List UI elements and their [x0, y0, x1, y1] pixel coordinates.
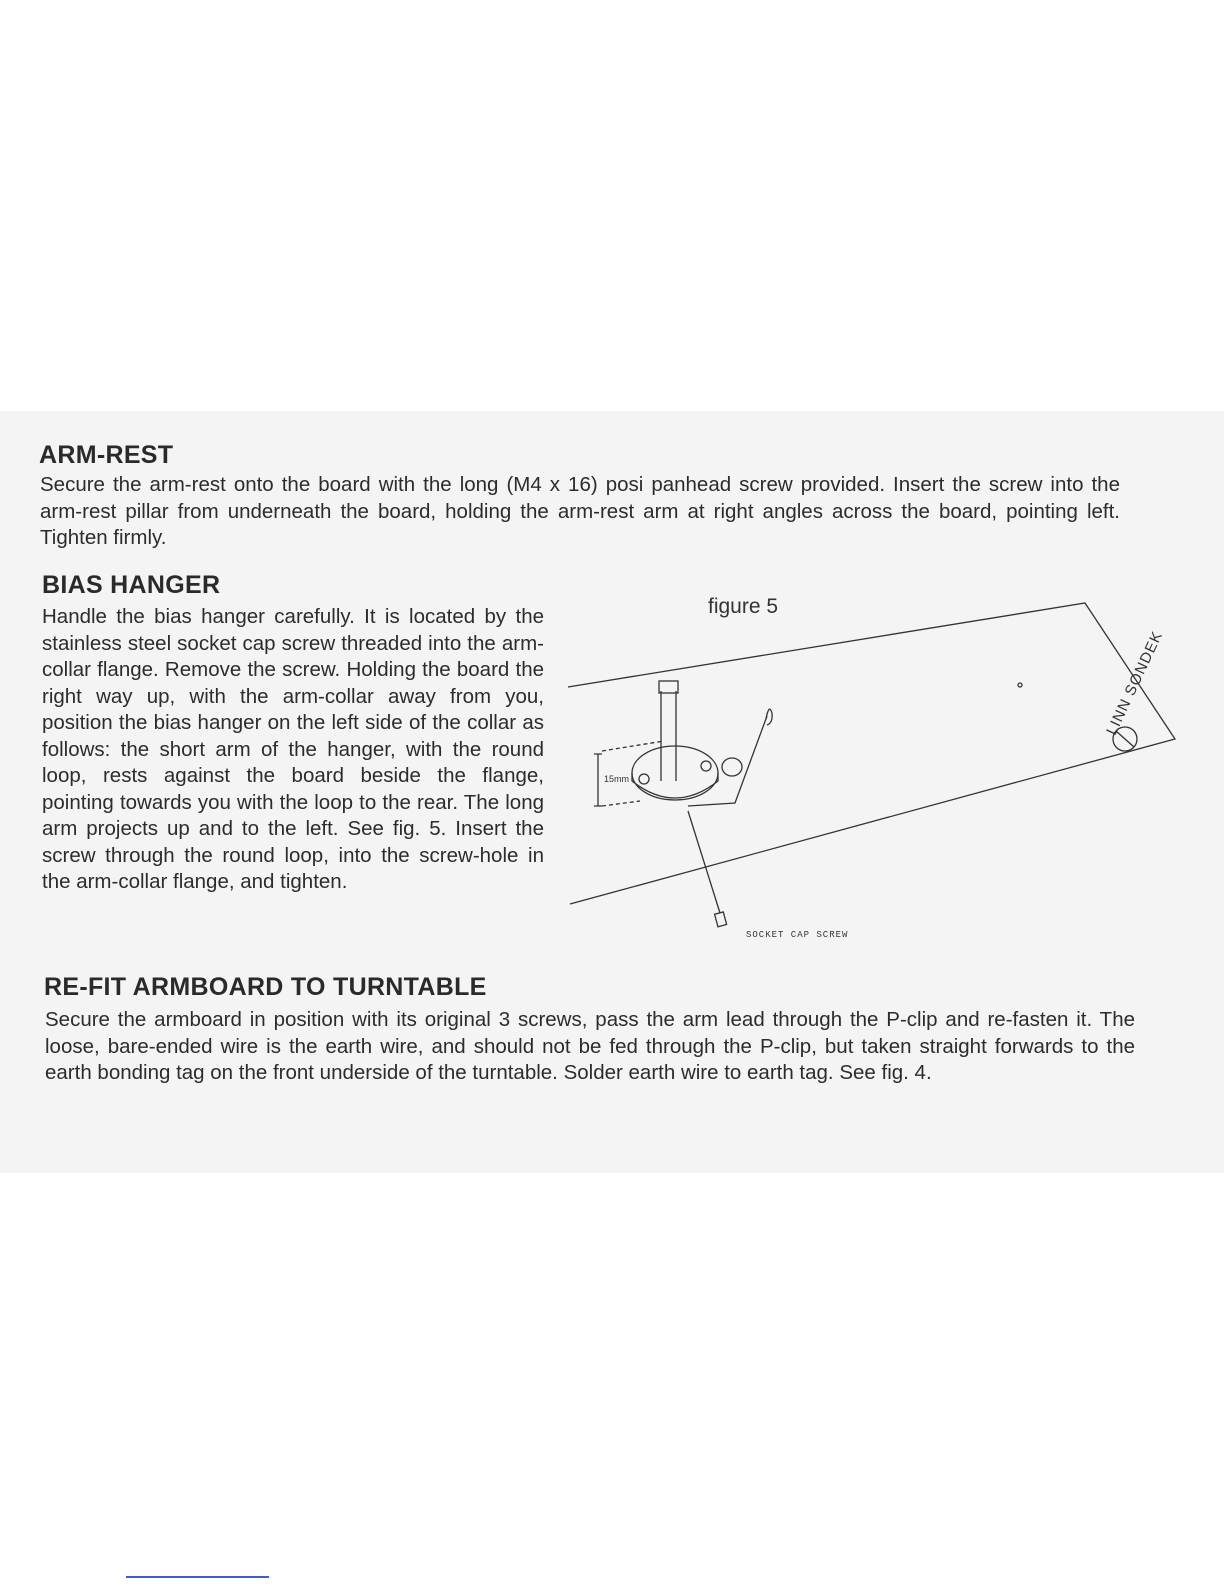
- section-body-refit-armboard: Secure the armboard in position with its original 3 screws, pass the arm lead through the P-clip and re-fasten it. The loose, bare-ended wire is the earth wire, and should not be fed through the P-clip, but taken straight forwards to the earth bonding tag on the front underside of the turntable. Solder earth wire to earth tag. See fig. 4.: [45, 1008, 1135, 1084]
- armboard-drawing: [560, 591, 1200, 961]
- instruction-panel: [0, 411, 1224, 1173]
- socket-cap-screw-label: SOCKET CAP SCREW: [746, 930, 849, 940]
- pillar-hole: [1018, 683, 1022, 687]
- collar-flange-edge: [632, 773, 718, 798]
- armboard-outline: [568, 603, 1175, 904]
- section-title-refit-armboard: RE-FIT ARMBOARD TO TURNTABLE: [44, 973, 487, 1001]
- figure-caption: figure 5: [708, 595, 779, 618]
- figure-5-illustration: [560, 591, 1200, 961]
- page-underline-mark: [126, 1576, 269, 1578]
- dimension-marker: [594, 754, 602, 806]
- dimension-label: 15mm: [604, 774, 630, 784]
- collar-flange: [632, 746, 718, 800]
- flange-hole-left: [639, 774, 649, 784]
- socket-cap-screw: [715, 912, 727, 927]
- section-body-arm-rest: Secure the arm-rest onto the board with the long (M4 x 16) posi panhead screw provided. Insert the screw into the arm-rest pillar from underneath the board, holding the arm-rest arm at right angles across the board, pointing left. Tighten firmly.: [40, 473, 1120, 549]
- section-body-bias-hanger: Handle the bias hanger carefully. It is located by the stainless steel socket cap screw threaded into the arm-collar flange. Remove the screw. Holding the board the right way up, with the arm-collar away from you, position the bias hanger on the left side of the collar as follows: the short arm of the hanger, with the round loop, rests against the board beside the flange, pointing towards you with the loop to the rear. The long arm projects up and to the left. See fig. 5. Insert the screw through the round loop, into the screw-hole in the arm-collar flange, and tighten.: [42, 605, 544, 893]
- bias-hanger-loop: [766, 709, 772, 725]
- flange-hole-right: [701, 761, 711, 771]
- section-title-arm-rest: ARM-REST: [39, 441, 174, 469]
- linn-sondek-logo: LINN SONDEK: [1103, 628, 1167, 738]
- arm-tube-top: [659, 681, 678, 693]
- screw-leader-line: [688, 811, 720, 913]
- armrest-hole: [722, 758, 742, 776]
- section-title-bias-hanger: BIAS HANGER: [42, 571, 221, 599]
